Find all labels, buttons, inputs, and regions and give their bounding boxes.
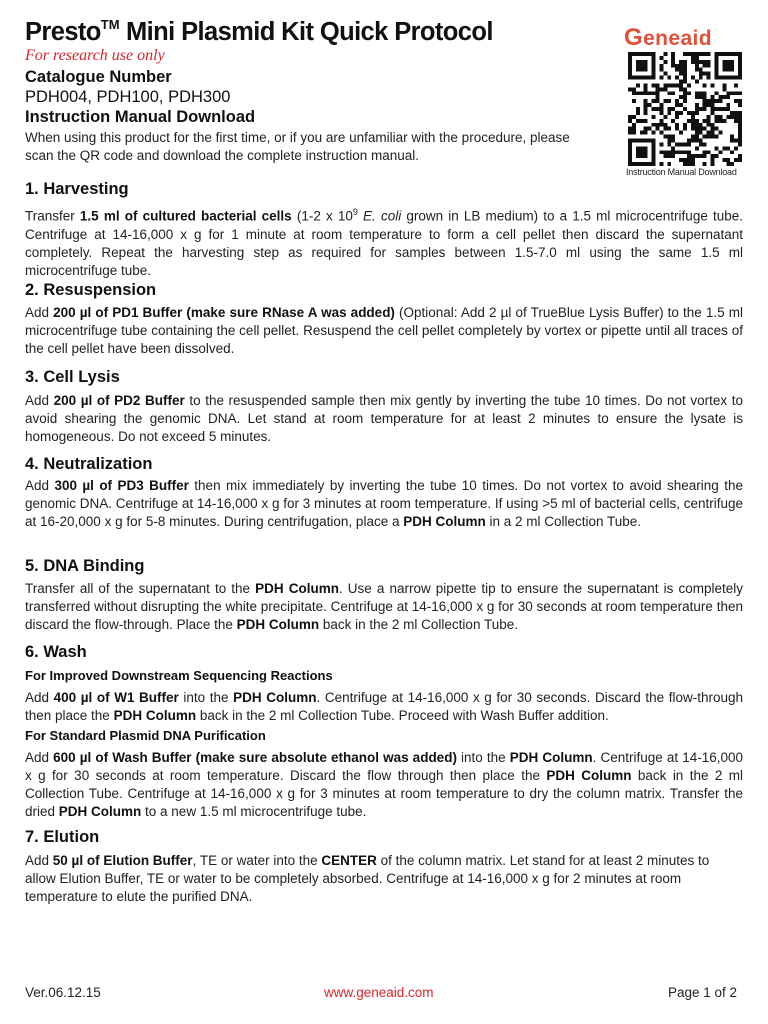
manual-download-text: When using this product for the first time, or if you are unfamiliar with the procedure, please scan the QR code and download the complete instruction manual. (25, 130, 570, 163)
catalogue-label: Catalogue Number (25, 68, 172, 86)
section-heading-wash: 6. Wash (25, 643, 87, 661)
title-main: Presto (25, 18, 101, 46)
footer-website-link[interactable]: www.geneaid.com (324, 985, 434, 1000)
section-heading-cell-lysis: 3. Cell Lysis (25, 368, 120, 386)
section-body-dna-binding: Transfer all of the supernatant to the PDH Column. Use a narrow pipette tip to ensure the supernatant is completely transferred without disrupting the white precipitate. Centrifuge at 14-16,000 x g for 30 seconds at room temperature then discard the flow-through. Place the PDH Column back in the 2 ml Collection Tube. (25, 581, 743, 632)
footer-version: Ver.06.12.15 (25, 985, 101, 1000)
section-heading-resuspension: 2. Resuspension (25, 281, 157, 299)
logo-first-letter: G (624, 24, 644, 51)
trademark-mark: TM (100, 16, 120, 32)
section-body-harvesting: Transfer 1.5 ml of cultured bacterial cells (1-2 x $10^9$ E. coli grown in LB medium) to a 1.5 ml microcentrifuge tube. Centrifuge at 14-16,000 x g for 1 minute at room temperature to form a cell pellet then discard the supernatant completely. Repeat the harvesting step as required for samples between 1.5-7.0 ml using the same 1.5 ml microcentrifuge tube. (25, 207, 743, 278)
section-heading-harvesting: 1. Harvesting (25, 180, 129, 198)
manual-download-label: Instruction Manual Download (25, 108, 256, 126)
qr-caption: Instruction Manual Download (626, 167, 737, 177)
research-use-note: For research use only (25, 47, 165, 64)
wash-subheading-standard: For Standard Plasmid DNA Purification (25, 728, 266, 743)
section-heading-dna-binding: 5. DNA Binding (25, 557, 145, 575)
section-heading-elution: 7. Elution (25, 828, 100, 846)
section-body-neutralization: Add 300 µl of PD3 Buffer then mix immediately by inverting the tube 10 times. Do not vortex to avoid shearing the genomic DNA. Centrifuge at 14-16,000 x g for 3 minutes at room temperature. If using >5 ml of bacterial cells, centrifuge at 16-20,000 x g for 5-8 minutes. During centrifugation, place a PDH Column in a 2 ml Collection Tube. (25, 478, 743, 529)
page-title (25, 18, 493, 47)
section-body-cell-lysis: Add 200 µl of PD2 Buffer to the resuspended sample then mix gently by inverting the tube 10 times. Do not vortex to avoid shearing the genomic DNA. Let stand at room temperature for at least 2 minutes to ensure the lysate is homogeneous. Do not exceed 5 minutes. (25, 393, 743, 444)
logo-rest: eneaid (643, 27, 713, 50)
wash-body-sequencing: Add 400 µl of W1 Buffer into the PDH Column. Centrifuge at 14-16,000 x g for 30 seconds. Discard the flow-through then place the PDH Column back in the 2 ml Collection Tube. Proceed with Wash Buffer addition. (25, 690, 744, 723)
section-body-resuspension: Add 200 µl of PD1 Buffer (make sure RNase A was added) (Optional: Add 2 µl of TrueBlue Lysis Buffer) to the 1.5 ml microcentrifuge tube containing the cell pellet. Resuspend the cell pellet completely by vortex or pipette until all traces of the cell pellet have been dissolved. (25, 305, 743, 356)
wash-body-standard: Add 600 µl of Wash Buffer (make sure absolute ethanol was added) into the PDH Column. Centrifuge at 14-16,000 x g for 30 seconds at room temperature. Discard the flow through then place the PDH Column back in the 2 ml Collection Tube. Centrifuge at 14-16,000 x g for 3 minutes at room temperature to dry the column matrix. Transfer the dried PDH Column to a new 1.5 ml microcentrifuge tube. (25, 750, 744, 819)
geneaid-logo (624, 24, 712, 52)
catalogue-numbers: PDH004, PDH100, PDH300 (25, 88, 231, 106)
section-body-elution: Add 50 µl of Elution Buffer, TE or water into the CENTER of the column matrix. Let stand for at least 2 minutes to allow Elution Buffer, TE or water to be completely absorbed. Centrifuge at 14-16,000 x g for 2 minutes at room temperature to elute the purified DNA. (25, 853, 710, 904)
title-rest: Mini Plasmid Kit Quick Protocol (119, 18, 493, 46)
wash-subheading-sequencing: For Improved Downstream Sequencing Reactions (25, 668, 333, 683)
footer-page-number: Page 1 of 2 (668, 985, 738, 1000)
qr-code-icon[interactable] (625, 52, 745, 166)
section-heading-neutralization: 4. Neutralization (25, 455, 153, 473)
